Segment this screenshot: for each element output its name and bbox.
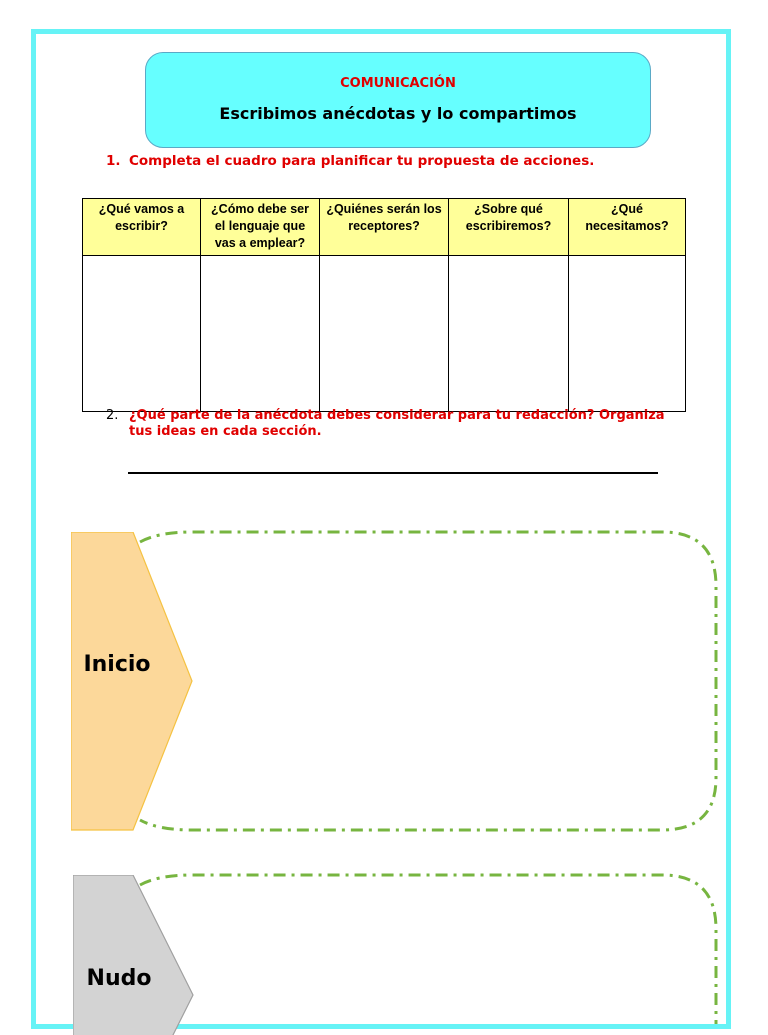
answer-cell-what-write[interactable]: [83, 256, 201, 412]
header-what-write: ¿Qué vamos a escribir?: [83, 199, 201, 256]
table-row: [83, 256, 686, 412]
answer-cell-language[interactable]: [201, 256, 320, 412]
section-label-nudo: Nudo: [86, 966, 152, 991]
lesson-title: Escribimos anécdotas y lo compartimos: [219, 104, 577, 123]
question-2-number: 2.: [106, 408, 119, 423]
answer-cell-topic[interactable]: [449, 256, 569, 412]
question-1: [106, 153, 626, 170]
header-needs: ¿Qué necesitamos?: [569, 199, 686, 256]
header-receivers: ¿Quiénes serán los receptores?: [320, 199, 449, 256]
nudo-writing-area[interactable]: [130, 873, 722, 1024]
inicio-writing-area[interactable]: [130, 530, 722, 834]
section-label-inicio: Inicio: [83, 652, 151, 677]
question-2-text: ¿Qué parte de la anécdota debes considerar para tu redacción? Organiza tus ideas en cada sección.: [129, 408, 665, 439]
question-1-text: Completa el cuadro para planificar tu propuesta de acciones.: [129, 153, 595, 169]
subject-label: COMUNICACIÓN: [340, 76, 456, 91]
header-topic: ¿Sobre qué escribiremos?: [449, 199, 569, 256]
title-box: [145, 52, 651, 148]
question-2: [106, 408, 666, 440]
planning-table: [82, 198, 686, 412]
answer-line[interactable]: [128, 472, 658, 474]
table-header-row: [83, 199, 686, 256]
answer-cell-receivers[interactable]: [320, 256, 449, 412]
header-language: ¿Cómo debe ser el lenguaje que vas a emplear?: [201, 199, 320, 256]
question-1-number: 1.: [106, 153, 121, 169]
answer-cell-needs[interactable]: [569, 256, 686, 412]
